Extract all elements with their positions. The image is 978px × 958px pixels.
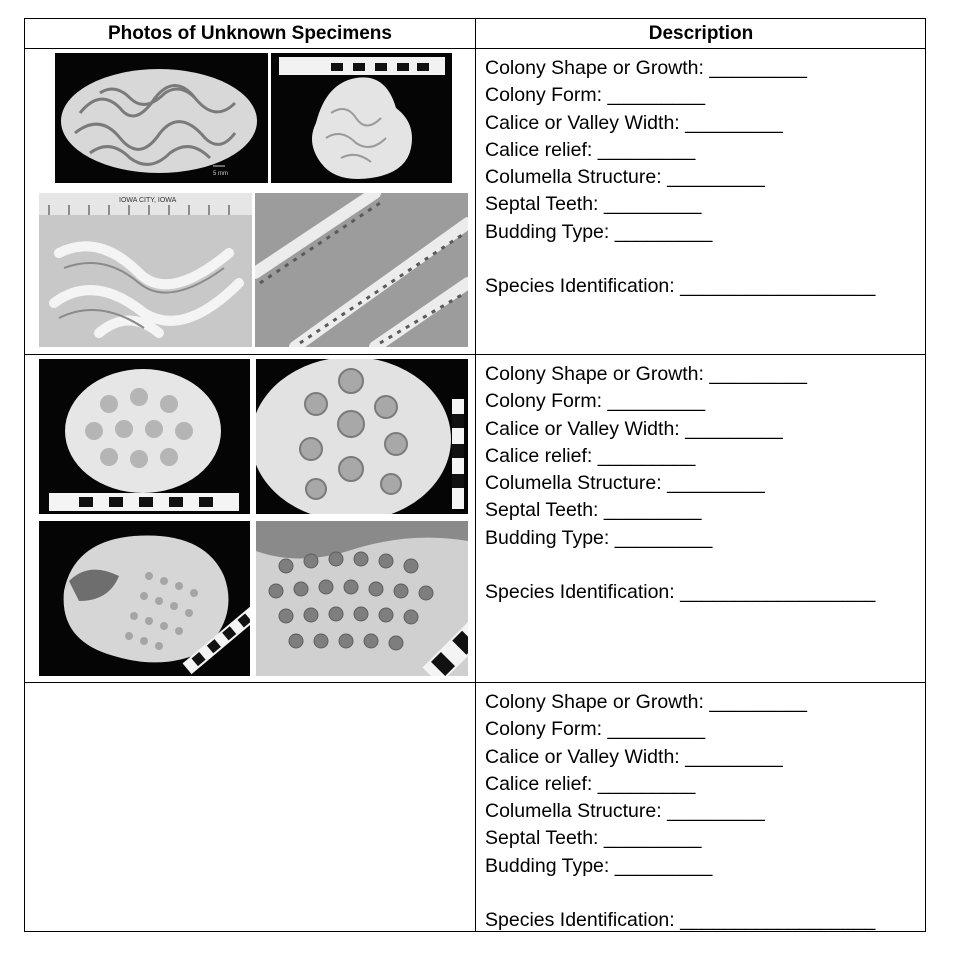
header-description: Description <box>648 23 754 44</box>
calice-relief-field[interactable]: Calice relief: _________ <box>485 138 696 161</box>
specimen-2-photo-a <box>39 359 250 514</box>
budding-type-field[interactable]: Budding Type: _________ <box>485 220 713 243</box>
row-divider-2 <box>25 682 925 683</box>
colony-shape-field[interactable]: Colony Shape or Growth: _________ <box>485 57 807 79</box>
calice-width-field[interactable]: Calice or Valley Width: _________ <box>485 745 783 768</box>
calice-relief-field[interactable]: Calice relief: _________ <box>485 772 696 795</box>
colony-form-field[interactable]: Colony Form: _________ <box>485 390 706 413</box>
specimen-2-photo-d <box>256 521 468 676</box>
column-divider <box>475 19 476 931</box>
columella-field[interactable]: Columella Structure: _________ <box>485 800 765 823</box>
description-block-1 <box>485 55 915 300</box>
species-id-field[interactable]: Species Identification: __________________ <box>485 581 876 604</box>
septal-teeth-field[interactable]: Septal Teeth: _________ <box>485 499 702 522</box>
species-id-field[interactable]: Species Identification: __________________ <box>485 275 876 298</box>
description-block-3 <box>485 689 915 934</box>
colony-form-field[interactable]: Colony Form: _________ <box>485 718 706 741</box>
columella-field[interactable]: Columella Structure: _________ <box>485 472 765 495</box>
specimen-2-photo-c <box>39 521 250 676</box>
specimen-1-photo-c <box>39 193 252 347</box>
calice-width-field[interactable]: Calice or Valley Width: _________ <box>485 417 783 440</box>
colony-shape-field[interactable]: Colony Shape or Growth: _________ <box>485 691 807 713</box>
specimen-1-photo-a <box>55 53 268 183</box>
septal-teeth-field[interactable]: Septal Teeth: _________ <box>485 827 702 850</box>
specimen-1-photo-b <box>271 53 452 183</box>
ruler-label: IOWA CITY, IOWA <box>119 197 177 204</box>
scale-label: 5 mm <box>213 171 228 177</box>
colony-shape-field[interactable]: Colony Shape or Growth: _________ <box>485 363 807 385</box>
specimen-table <box>24 18 926 932</box>
budding-type-field[interactable]: Budding Type: _________ <box>485 526 713 549</box>
septal-teeth-field[interactable]: Septal Teeth: _________ <box>485 193 702 216</box>
row-divider-1 <box>25 354 925 355</box>
specimen-2-photo-b <box>256 359 468 514</box>
calice-width-field[interactable]: Calice or Valley Width: _________ <box>485 111 783 134</box>
description-block-2 <box>485 361 915 606</box>
species-id-field[interactable]: Species Identification: __________________ <box>485 909 876 932</box>
colony-form-field[interactable]: Colony Form: _________ <box>485 84 706 107</box>
header-photos: Photos of Unknown Specimens <box>108 23 392 44</box>
calice-relief-field[interactable]: Calice relief: _________ <box>485 444 696 467</box>
header-divider <box>25 48 925 49</box>
specimen-1-photo-d <box>255 193 468 347</box>
budding-type-field[interactable]: Budding Type: _________ <box>485 854 713 877</box>
columella-field[interactable]: Columella Structure: _________ <box>485 166 765 189</box>
